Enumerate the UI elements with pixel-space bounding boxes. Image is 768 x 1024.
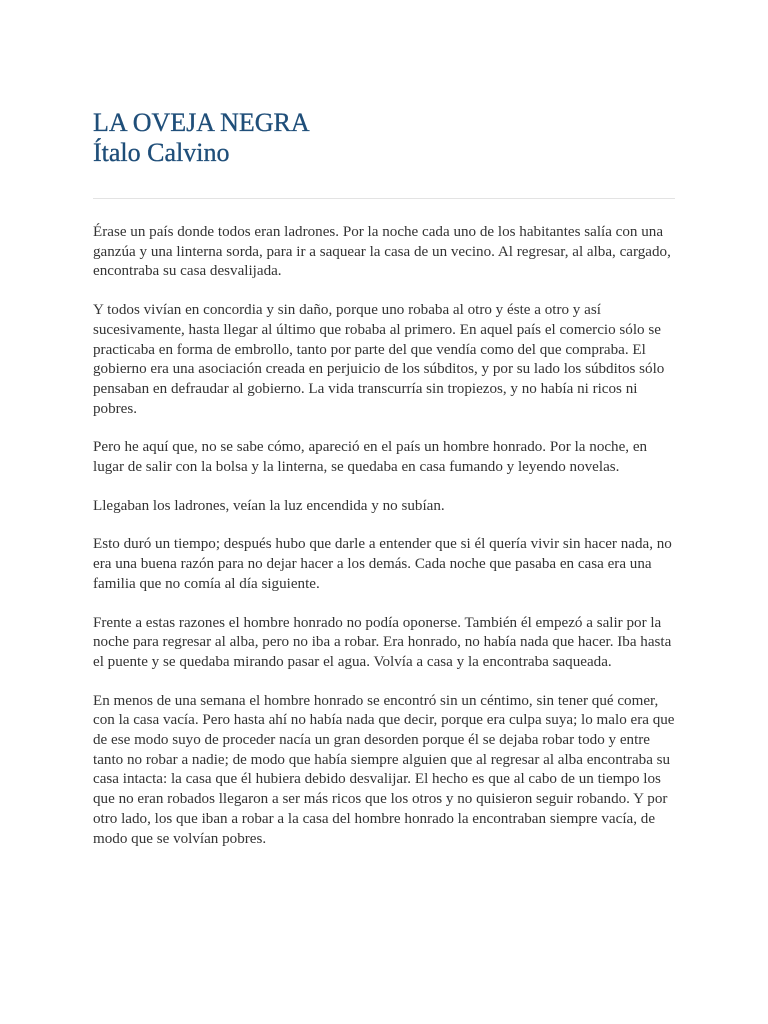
paragraph: Frente a estas razones el hombre honrado no podía oponerse. También él empezó a salir por la noche para regresar al alba, pero no iba a robar. Era honrado, no había nada que hacer. Iba hasta el puente y se quedaba mirando pasar el agua. Volvía a casa y la encontraba saqueada. [93, 614, 672, 670]
document-body [93, 223, 675, 849]
document-author: Ítalo Calvino [93, 138, 230, 167]
paragraph: Érase un país donde todos eran ladrones. Por la noche cada uno de los habitantes salía con una ganzúa y una linterna sorda, para ir a saquear la casa de un vecino. Al regresar, al alba, cargado, encontraba su casa desvalijada. [93, 224, 671, 280]
document-page [93, 108, 675, 868]
paragraph: Esto duró un tiempo; después hubo que darle a entender que si él quería vivir sin hacer nada, no era una buena razón para no dejar hacer a los demás. Cada noche que pasaba en casa era una familia que no comía al día siguiente. [93, 536, 672, 592]
paragraph: Pero he aquí que, no se sabe cómo, apareció en el país un hombre honrado. Por la noche, en lugar de salir con la bolsa y la linterna, se quedaba en casa fumando y leyendo novelas. [93, 439, 648, 476]
paragraph: Y todos vivían en concordia y sin daño, porque uno robaba al otro y éste a otro y así sucesivamente, hasta llegar al último que robaba al primero. En aquel país el comercio sólo se practicaba en forma de embrollo, tanto por parte del que vendía como del que compraba. El gobierno era una asociación creada en perjuicio de los súbditos, y por su lado los súbditos sólo pensaban en defraudar al gobierno. La vida transcurría sin tropiezos, y no había ni ricos ni pobres. [93, 302, 665, 417]
document-title: LA OVEJA NEGRA [93, 108, 310, 137]
title-divider [93, 198, 675, 199]
paragraph: Llegaban los ladrones, veían la luz encendida y no subían. [93, 497, 445, 514]
paragraph: En menos de una semana el hombre honrado se encontró sin un céntimo, sin tener qué comer, con la casa vacía. Pero hasta ahí no había nada que decir, porque era culpa suya; lo malo era que de ese modo suyo de proceder nacía un gran desorden porque él se dejaba robar todo y entre tanto no robar a nadie; de modo que había siempre alguien que al regresar al alba encontraba su casa intacta: la casa que él hubiera debido desvalijar. El hecho es que al cabo de un tiempo los que no eran robados llegaron a ser más ricos que los otros y no quisieron seguir robando. Y por otro lado, los que iban a robar a la casa del hombre honrado la encontraban siempre vacía, de modo que se volvían pobres. [93, 692, 675, 847]
